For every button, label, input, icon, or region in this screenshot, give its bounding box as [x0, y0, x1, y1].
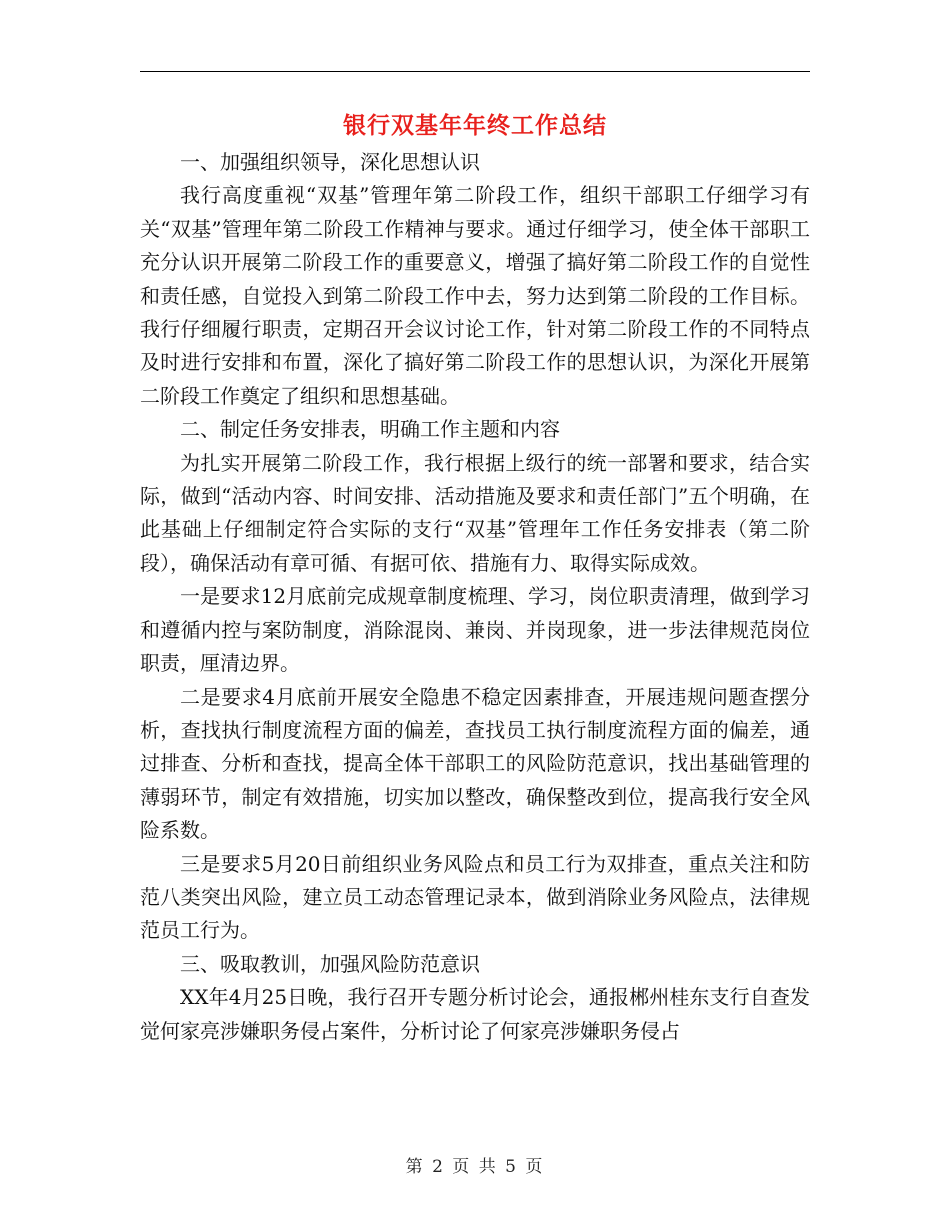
- section-heading-3: 三、吸取教训，加强风险防范意识: [180, 951, 480, 976]
- header-rule: [140, 71, 810, 72]
- document-body: [140, 146, 810, 1048]
- body-paragraph: 二是要求4月底前开展安全隐患不稳定因素排查，开展违规问题查摆分析，查找执行制度流程方面的偏差，查找员工执行制度流程方面的偏差，通过排查、分析和查找，提高全体干部职工的风险防范意识，找出基础管理的薄弱环节，制定有效措施，切实加以整改，确保整改到位，提高我行安全风险系数。: [140, 684, 810, 843]
- section-heading-2: 二、制定任务安排表，明确工作主题和内容: [180, 417, 560, 442]
- body-paragraph: 我行高度重视“双基”管理年第二阶段工作，组织干部职工仔细学习有关“双基”管理年第二阶段工作精神与要求。通过仔细学习，使全体干部职工充分认识开展第二阶段工作的重要意义，增强了搞好第二阶段工作的自觉性和责任感，自觉投入到第二阶段工作中去，努力达到第二阶段的工作目标。我行仔细履行职责，定期召开会议讨论工作，针对第二阶段工作的不同特点及时进行安排和布置，深化了搞好第二阶段工作的思想认识，为深化开展第二阶段工作奠定了组织和思想基础。: [140, 183, 810, 408]
- section-heading-1: 一、加强组织领导，深化思想认识: [180, 150, 480, 174]
- body-paragraph: 三是要求5月20日前组织业务风险点和员工行为双排查，重点关注和防范八类突出风险，建立员工动态管理记录本，做到消除业务风险点，法律规范员工行为。: [140, 851, 810, 943]
- page-footer: 第 2 页 共 5 页: [405, 1157, 545, 1177]
- body-paragraph: XX年4月25日晚，我行召开专题分析讨论会，通报郴州桂东支行自查发觉何家亮涉嫌职务侵占案件，分析讨论了何家亮涉嫌职务侵占: [140, 985, 810, 1043]
- document-title: 银行双基年年终工作总结: [343, 112, 607, 139]
- body-paragraph: 为扎实开展第二阶段工作，我行根据上级行的统一部署和要求，结合实际，做到“活动内容、时间安排、活动措施及要求和责任部门”五个明确，在此基础上仔细制定符合实际的支行“双基”管理年工作任务安排表（第二阶段），确保活动有章可循、有据可依、措施有力、取得实际成效。: [140, 450, 810, 575]
- body-paragraph: 一是要求12月底前完成规章制度梳理、学习，岗位职责清理，做到学习和遵循内控与案防制度，消除混岗、兼岗、并岗现象，进一步法律规范岗位职责，厘清边界。: [140, 584, 810, 676]
